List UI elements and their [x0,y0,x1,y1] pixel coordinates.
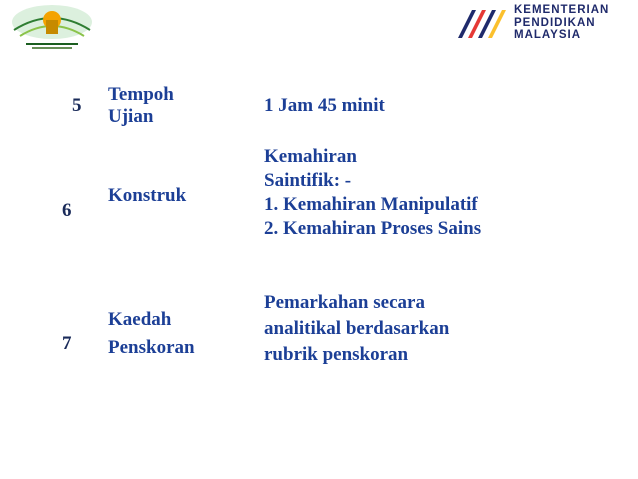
row-label-5-line-1: Tempoh [108,84,174,105]
ministry-line-3: MALAYSIA [514,29,581,41]
row-label-5 [108,84,174,128]
row-value-6-line-4: 2. Kemahiran Proses Sains [264,218,482,239]
row-number-5: 5 [72,95,82,116]
row-label-6 [108,185,186,207]
row-value-6 [264,145,481,241]
row-number-7: 7 [62,333,72,354]
ministry-name [514,4,609,42]
row-value-7 [264,290,449,368]
row-value-5 [264,95,385,117]
school-emblem-logo [6,2,98,52]
row-value-6-line-2: Saintifik: - [264,170,352,191]
ministry-line-1: KEMENTERIAN [514,4,610,16]
row-label-7-line-2: Penskoran [108,337,195,358]
row-label-5-line-2: Ujian [108,106,154,127]
ministry-line-2: PENDIDIKAN [514,16,596,29]
row-value-6-line-3: 1. Kemahiran Manipulatif [264,194,478,215]
row-label-7 [108,306,195,362]
row-number-6: 6 [62,200,72,221]
row-label-6-line-1: Konstruk [108,185,187,206]
row-label-7-line-1: Kaedah [108,309,172,330]
row-value-7-line-2: analitikal berdasarkan [264,318,450,339]
row-value-6-line-1: Kemahiran [264,146,357,167]
row-value-7-line-1: Pemarkahan secara [264,292,425,313]
row-value-5-line-1: 1 Jam 45 minit [264,95,385,116]
row-value-7-line-3: rubrik penskoran [264,344,409,365]
